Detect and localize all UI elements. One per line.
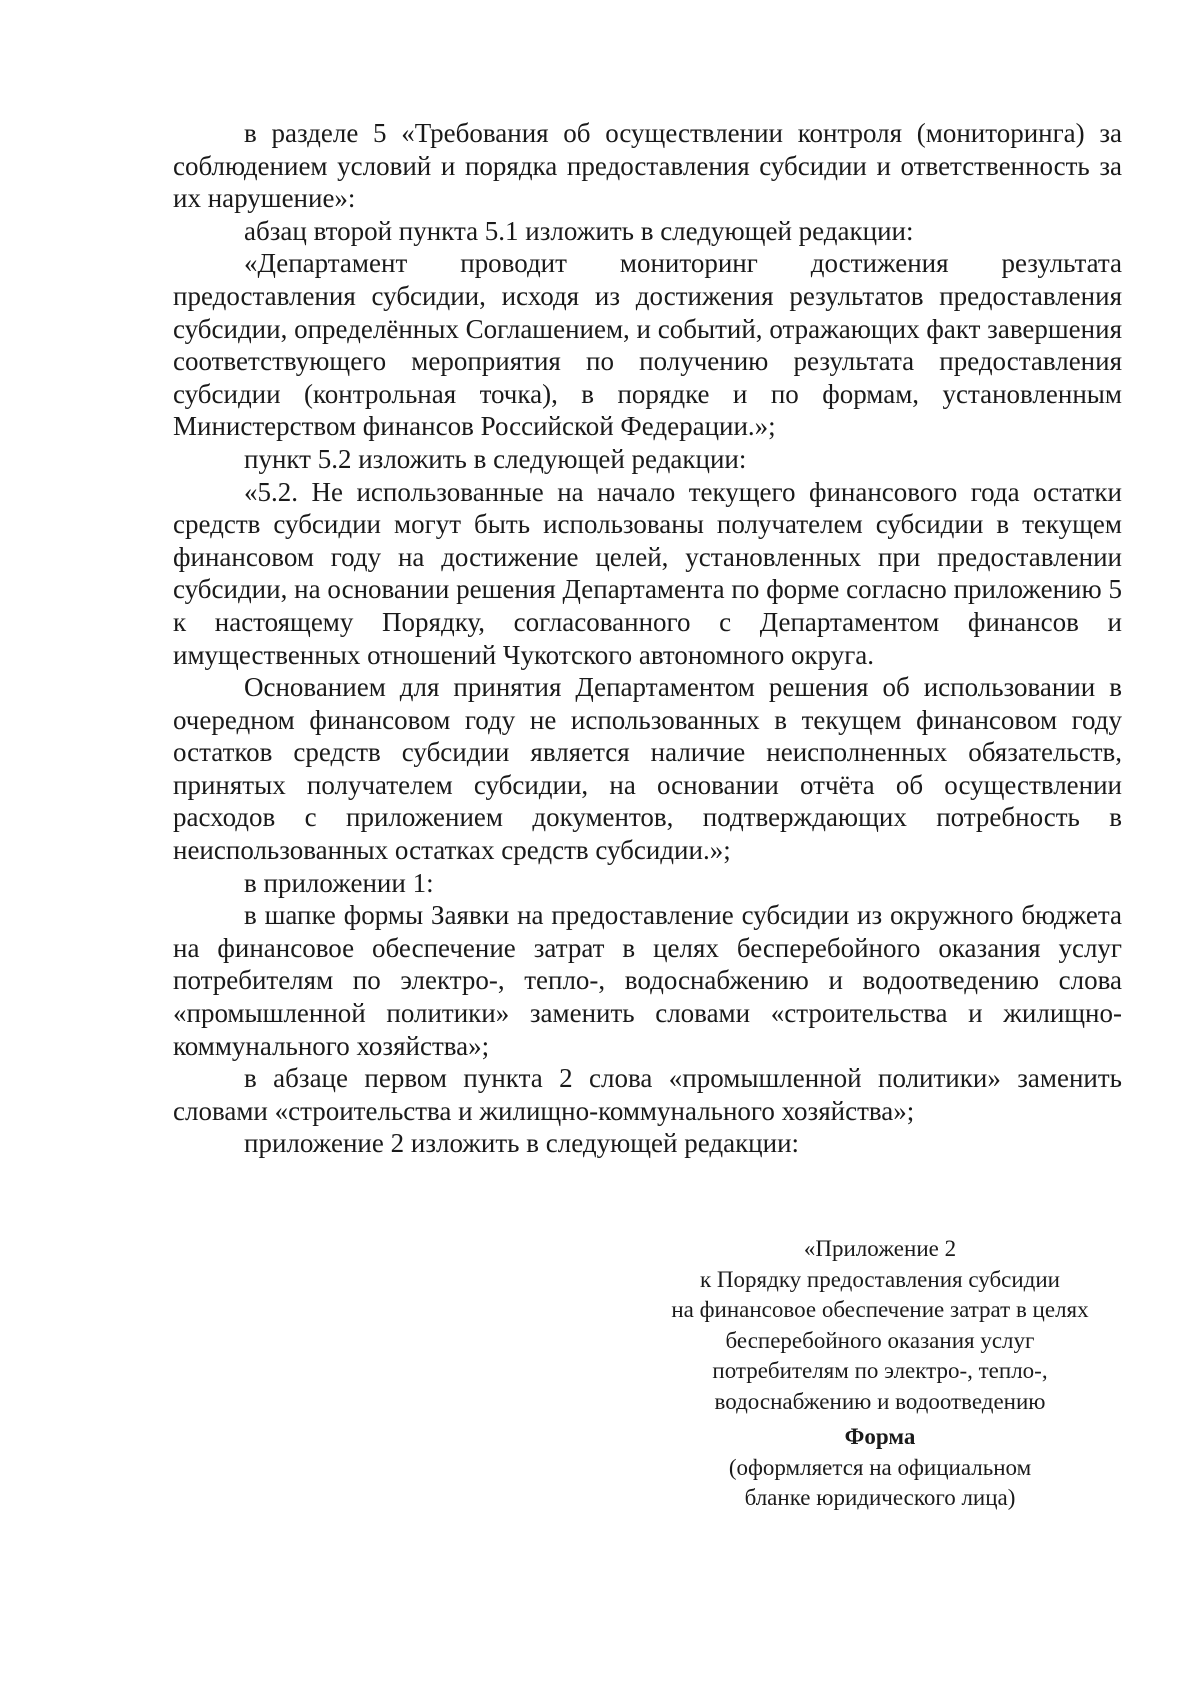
appendix-header — [655, 1234, 1105, 1417]
appendix-header-line: «Приложение 2 — [803, 1236, 957, 1261]
paragraph-item-5-2-intro: пункт 5.2 изложить в следующей редакции: — [244, 443, 747, 474]
paragraph-item-5-1-text: «Департамент проводит мониторинг достижения результата предоставления субсидии, исходя из достижения результатов предоставления субсидии, определённых Соглашением, и событий, отражающих факт завершения соответствующего мероприятия по получению результата предоставления субсидии (контрольная точка), в порядке и по формам, установленным Министерством финансов Российской Федерации.»; — [173, 248, 1122, 442]
paragraph-item-5-2-text: «5.2. Не использованные на начало текущего финансового года остатки средств субсидии могут быть использованы получателем субсидии в текущем финансовом году на достижение целей, установленных при предоставлении субсидии, на основании решения Департамента по форме согласно приложению 5 к настоящему Порядку, согласованного с Департаментом финансов и имущественных отношений Чукотского автономного округа. — [173, 476, 1122, 670]
form-title: Форма — [844, 1424, 916, 1449]
paragraph-appendix-1-intro: в приложении 1: — [244, 867, 434, 898]
appendix-header-line: бесперебойного оказания услуг — [725, 1327, 1035, 1353]
appendix-header-line: водоснабжению и водоотведению — [714, 1388, 1046, 1414]
appendix-header-line: потребителям по электро-, тепло-, — [712, 1358, 1048, 1383]
paragraph-appendix-2-intro: приложение 2 изложить в следующей редакции: — [244, 1128, 800, 1159]
form-block — [655, 1422, 1105, 1514]
paragraph-appendix-1-item-2: в абзаце первом пункта 2 слова «промышленной политики» заменить словами «строительства и жилищно-коммунального хозяйства»; — [173, 1063, 1122, 1126]
appendix-header-line: на финансовое обеспечение затрат в целях — [671, 1297, 1089, 1322]
paragraph-section-5: в разделе 5 «Требования об осуществлении контроля (мониторинга) за соблюдением условий и порядка предоставления субсидии и ответственность за их нарушение»: — [173, 118, 1122, 214]
form-note-line: (оформляется на официальном — [728, 1454, 1032, 1480]
paragraph-item-5-1-intro: абзац второй пункта 5.1 изложить в следующей редакции: — [244, 215, 914, 246]
document-body — [173, 117, 1122, 1160]
paragraph-item-5-2-basis: Основанием для принятия Департаментом решения об использовании в очередном финансовом году не использованных в текущем финансовом году остатков средств субсидии является наличие неисполненных обязательств, принятых получателем субсидии, на основании отчёта об осуществлении расходов с приложением документов, подтверждающих потребность в неиспользованных остатках средств субсидии.»; — [173, 672, 1122, 866]
paragraph-appendix-1-header: в шапке формы Заявки на предоставление субсидии из окружного бюджета на финансовое обеспечение затрат в целях бесперебойного оказания услуг потребителям по электро-, тепло-, водоснабжению и водоотведению слова «промышленной политики» заменить словами «строительства и жилищно-коммунального хозяйства»; — [173, 900, 1122, 1061]
form-note-line: бланке юридического лица) — [744, 1485, 1016, 1510]
appendix-header-line: к Порядку предоставления субсидии — [700, 1266, 1060, 1292]
